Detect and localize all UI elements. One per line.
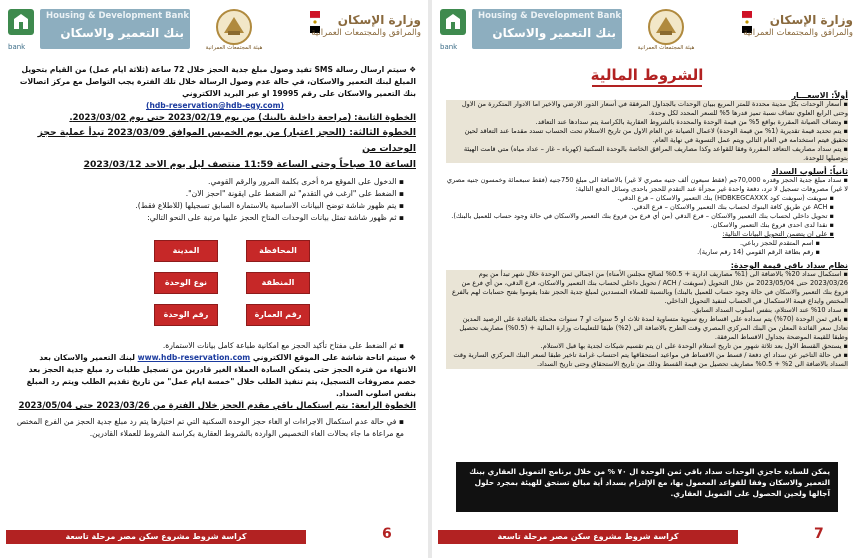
step-three-a: الخطوة الثالثة: (الحجز اعتبار) من يوم الخميس الموافق 2023/03/09 تبدأ عملية حجز الوحدات من — [37, 127, 416, 154]
list-item: ▪ سداد 10% عند الاستلام، بنفس اسلوب السداد السابق. — [446, 306, 848, 315]
section-remaining: نظام سداد باقي قيمة الوحدة: — [730, 261, 848, 270]
page-footer — [434, 524, 859, 550]
step-three-b: الساعة 10 صباحاً وحتى الساعة 11:59 منتصف ليل يوم الاحد 2023/03/12 — [83, 159, 416, 170]
step-two: الخطوة الثانية: (مراجعة داخلية بالبنك) من يوم 2023/02/19 حتى يوم 2023/03/02. — [69, 113, 416, 123]
page-footer — [2, 524, 427, 550]
ministry-line1: وزارة الإسكان — [769, 13, 853, 27]
unit-data-boxes — [14, 230, 416, 338]
booking-steps-list — [14, 176, 416, 224]
emblem-caption: هيئة المجتمعات العمرانية — [637, 45, 695, 51]
left-page — [2, 0, 427, 558]
list-item: ▪ يتم تحديد قيمة تقديرية (1% من قيمة الوحدة) لاعمال الصيانة عن العام الاول من تاريخ الاستلام تحت الحساب تسدد مقدما عند التعاقد لحين تحقيق فيتم استخدامه في العام التالي ويتم عمل التسوية في نهاية العام. — [446, 127, 848, 145]
box-city: المدينة — [154, 240, 218, 262]
title-underline — [592, 85, 702, 87]
box-unit-type: نوع الوحدة — [154, 272, 218, 294]
list-item: ▪ اسم المتقدم للحجز رباعي. — [446, 239, 848, 248]
remaining-list — [446, 270, 848, 369]
bank-name-en: Housing & Development Bank — [46, 11, 190, 21]
list-item: ▪ في حالة التاخير عن سداد اي دفعة / قسط من الاقساط في مواعيد استحقاقها يتم احتساب غرامة تاخير طبقا لسعر البنك المركزي السارية وقت السداد بالاضافة الى 2% + 0.5% مصاريف تحصيل من قيمة القسط وذلك من تاريخ الاستحقاق وحتى تاريخ السداد. — [446, 351, 848, 369]
page-title: الشروط المالية — [590, 66, 704, 84]
list-item: ▪ باقي ثمن الوحدة (70%) يتم سداده على اقساط ربع سنوية متساوية لمدة ثلاث او 5 سنوات او 7 سنوات محملة بالفائدة على الرصيد المدين تعادل سعر الفائدة المعلن من البنك المركزي المصري وقت الطرح بالاضافة الى (2%) طبقا للتعليمات وزارة المالية + (0.5%) مصاريف تحصيل وطبقا للقيمة الموضحة بجداول الاقساط المرفقة. — [446, 315, 848, 342]
page-header — [2, 3, 427, 57]
bank-logo-icon — [6, 7, 38, 45]
bank-name-en: Housing & Development Bank — [478, 11, 622, 21]
list-item: ▪ سداد مبلغ جدية الحجز وقدره 70,000جم (فقط سبعون ألف جنيه مصري لا غير) بالاضافة الى مبلغ 750جنيه (فقط سبعمائة وخمسون جنيه مصري لا غير) مصروفات تسجيل لا ترد، دفعة واحدة غير مجزأة عند التقدم للحجز باحدى وسائل الدفع التالية: — [446, 176, 848, 194]
page-number: 6 — [382, 526, 392, 542]
bank-name-ar: بنك التعمير والاسكان — [492, 26, 616, 40]
bank-label: bank — [440, 43, 458, 51]
refund-notice: ❖ سيتم اتاحة شاشة على الموقع الالكتروني www.hdb-reservation.com لبنك التعمير والاسكان بعد الانتهاء من فترة الحجز حتى يتمكن السادة العملاء الغير قادرين من تسجيل طلبات رد مبلغ جدية الحجز بعد خصم مصروفات التسجيل، يتم تنفيذ الطلب خلال "خمسة ايام عمل" من تاريخ تقديم الطلب ويتم رد المبلغ بنفس اسلوب السداد. — [26, 353, 416, 398]
page-number: 7 — [814, 526, 824, 542]
section-prices: أولاً: الاسعـــار — [791, 91, 848, 100]
list-item: ▪ سويفت (سويفت كود HDBKEGCAXXX) بنك التعمير والاسكان – فرع الدقي. — [446, 194, 848, 203]
authority-emblem-icon — [212, 7, 256, 47]
bank-name-banner — [472, 9, 622, 49]
mortgage-note-box: يمكن للسادة حاجزي الوحدات سداد باقي ثمن الوحدة ال ٧٠ % من خلال برنامج التمويل العقاري ببنك التعمير والاسكان وفقا للقواعد المعمول بها، مع الإلتزام بسداد أية مبالغ تستحق للهيئة بمجرد حلول آجالها ولحين الحصول على التمويل العقاري. — [456, 462, 838, 512]
page-header — [434, 3, 859, 57]
list-item: ▪ رقم بطاقة الرقم القومي (14 رقم سارية). — [446, 248, 848, 257]
box-governorate: المحافظة — [246, 240, 310, 262]
authority-emblem-icon — [644, 7, 688, 47]
list-item: ▪ ثم الضغط على مفتاح تأكيد الحجز مع امكانية طباعة كامل بيانات الاستمارة. — [14, 340, 404, 352]
ministry-name — [743, 13, 853, 38]
list-item: ▪ على ان يتضمن التحويل البيانات التالية: — [446, 230, 848, 239]
ministry-line2: والمرافق والمجتمعات العمرانية — [311, 28, 421, 38]
list-item: ▪ تحويل داخلي لحساب بنك التعمير والاسكان – فرع الدقي (من أي فرع من فروع بنك التعمير والاسكان في حالة وجود حساب للعميل بالبنك). — [446, 212, 848, 221]
list-item: ▪ الدخول على الموقع مرة أخرى بكلمة المرور والرقم القومي. — [14, 176, 404, 188]
page-divider — [428, 0, 432, 558]
reservation-site-link[interactable]: www.hdb-reservation.com — [137, 353, 251, 362]
after-steps-list — [14, 340, 416, 352]
list-item: ▪ نقدا لدى احدى فروع بنك التعمير والاسكان. — [446, 221, 848, 230]
list-item: ▪ استكمال سداد 20% بالاضافة الى (1% مصاريف ادارية + 0.5% لصالح مجلس الأمناء) من اجمالي ثمن الوحدة خلال شهر تبدأ من يوم 2023/03/26 حتى 2023/05/04 من خلال التحويل (سويفت / ACH / تحويل داخلي لحساب بنك التعمير والاسكان، فرع الدقي، من أي فرع من فروع بنك التعمير والاسكان في حالة وجود حساب للعميل بالبنك) وبالنسبة للعملاء المسددين لمبلغ جدية الحجز نقدا يقوموا بفتح حسابات لهم بالفرع المختص وايداع قيمة الاستكمال في الحساب لتنفيذ التحويل الداخلي. — [446, 270, 848, 306]
email-line — [14, 100, 416, 112]
bank-name-banner — [40, 9, 190, 49]
box-unit-no: رقم الوحدة — [154, 304, 218, 326]
list-item: ▪ وتضاف الصيانة المقررة بواقع 5% من قيمة الوحدة والمحددة بالشروط العقارية بالكراسة يتم سدادها عند التعاقد. — [446, 118, 848, 127]
list-item: ▪ ثم ظهور شاشة تمثل بيانات الوحدات المتاح الحجز عليها مرتبة على النحو التالي: — [14, 212, 404, 224]
bank-name-ar: بنك التعمير والاسكان — [60, 26, 184, 40]
list-item: ▪ يتم ظهور شاشة توضح البيانات الاساسية بالاستمارة السابق تسجيلها (للاطلاع فقط). — [14, 200, 404, 212]
footer-title: كراسة شروط مشروع سكن مصر مرحلة تاسعة — [438, 530, 738, 544]
ministry-line2: والمرافق والمجتمعات العمرانية — [743, 28, 853, 38]
support-email-link[interactable]: (hdb-reservation@hdb-egy.com) — [145, 101, 285, 110]
section-payment: ثانياً: أسلوب السداد — [771, 167, 848, 176]
payment-list — [446, 176, 848, 257]
list-item: ▪ الضغط على "ارغب في التقدم" ثم الضغط على ايقونة "احجز الان". — [14, 188, 404, 200]
step-four: الخطوة الرابعة: يتم استكمال باقي مقدم الحجز خلال الفترة من 2023/03/26 حتى 2023/05/04 — [18, 401, 416, 411]
right-page — [434, 0, 859, 558]
list-item: ▪ أسعار الوحدات بكل مدينة محددة للمتر المربع ببيان الوحدات بالجداول المرفقة في أسعار الدور الارضي والاخير اما الادوار المتكررة من الاول وحتى الرابع العلوي تضاف نسبة تميز قدرها 5% للسعر المحدد لكل وحدة. — [446, 100, 848, 118]
bank-logo-icon — [438, 7, 470, 45]
right-content — [446, 64, 848, 369]
sms-notice: ❖ سيتم ارسال رسالة SMS تفيد وصول مبلغ جدية الحجز خلال 72 ساعة (ثلاثة ايام عمل) من القيام بتحويل المبلغ لبنك التعمير والاسكان، في حالة عدم وصول الرسالة خلال تلك الفترة يجب التواصل مع مركز اتصالات بنك التعمير والاسكان على رقم 19995 او عبر البريد الالكتروني — [19, 65, 416, 98]
box-building-no: رقم العمارة — [246, 304, 310, 326]
footer-title: كراسة شروط مشروع سكن مصر مرحلة تاسعة — [6, 530, 306, 544]
list-item: ▪ يتم سداد مصاريف التعاقد المقررة وفقا للقواعد وكذا مصاريف المرافق الخاصة بالوحدة السكنية (كهرباء – غاز – عداد مياه) متي قامت الهيئة بتوصيلها للوحدة. — [446, 145, 848, 163]
final-list — [14, 416, 416, 440]
prices-list — [446, 100, 848, 163]
box-region: المنطقة — [246, 272, 310, 294]
list-item: ▪ ACH عن طريق كافة البنوك لحساب بنك التعمير والاسكان – فرع الدقي. — [446, 203, 848, 212]
list-item: ▪ يستحق القسط الاول بعد ثلاثة شهور من تاريخ استلام الوحدة على ان يتم تقسيم شيكات لجدية بها قبل الاستلام. — [446, 342, 848, 351]
bank-label: bank — [8, 43, 26, 51]
list-item: ▪ في حالة عدم استكمال الاجراءات او الغاء حجز الوحدة السكنية التي تم اختيارها يتم رد مبلغ جدية الحجز من الفرع المختص مع مراعاة ما جاء بحالات الغاء التخصيص الواردة بالشروط العقارية بكراسة الشروط للعملاء القادرين. — [14, 416, 404, 440]
emblem-caption: هيئة المجتمعات العمرانية — [205, 45, 263, 51]
left-content — [14, 64, 416, 440]
ministry-name — [311, 13, 421, 38]
ministry-line1: وزارة الإسكان — [337, 13, 421, 27]
